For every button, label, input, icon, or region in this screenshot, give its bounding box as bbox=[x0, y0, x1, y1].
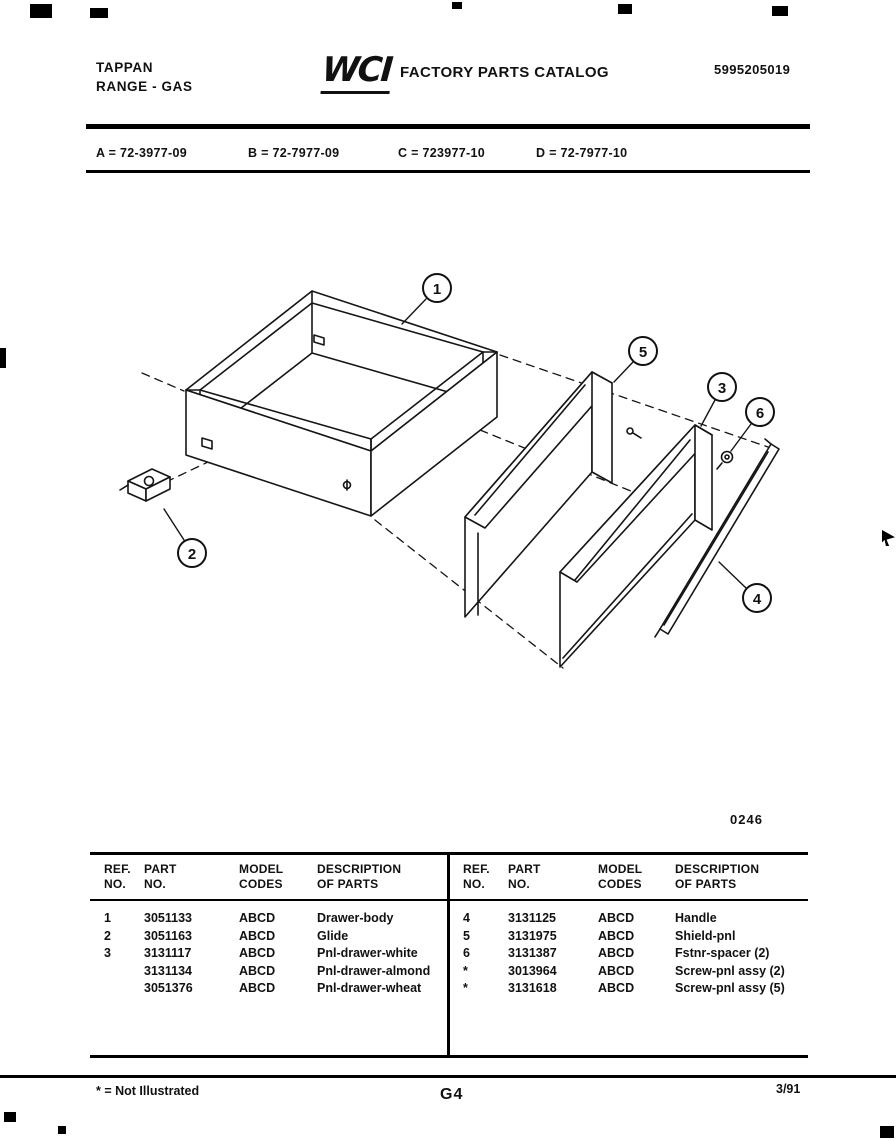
scan-artifact bbox=[58, 1126, 66, 1134]
part-description: Drawer-body bbox=[317, 911, 394, 925]
table-header bbox=[90, 855, 447, 901]
model-codes: ABCD bbox=[598, 911, 635, 925]
part-description: Pnl-drawer-wheat bbox=[317, 981, 422, 995]
table-row bbox=[450, 910, 808, 928]
brand-block bbox=[96, 58, 193, 96]
scan-artifact bbox=[452, 2, 462, 9]
brand-name: TAPPAN bbox=[96, 60, 154, 75]
part-no: 3131134 bbox=[144, 963, 192, 978]
table-row bbox=[90, 980, 447, 998]
part-no: 3131387 bbox=[508, 946, 557, 960]
model-codes: ABCD bbox=[239, 963, 276, 978]
parts-table bbox=[90, 852, 808, 1058]
ref-no: 6 bbox=[463, 946, 470, 960]
drawer-body-part bbox=[186, 291, 497, 516]
header-ref-no: REF. NO. bbox=[463, 862, 490, 891]
part-description: Handle bbox=[675, 911, 717, 925]
part-description: Glide bbox=[317, 928, 349, 943]
ref-no: 4 bbox=[463, 911, 470, 925]
model-code-a: A = 72-3977-09 bbox=[96, 146, 187, 160]
scan-artifact bbox=[4, 1112, 16, 1122]
part-description: Screw-pnl assy (5) bbox=[675, 981, 785, 995]
dashed-axis bbox=[166, 462, 208, 482]
ref-no: * bbox=[463, 963, 468, 978]
model-codes: ABCD bbox=[598, 928, 635, 943]
parts-table-left bbox=[90, 855, 450, 1055]
part-no: 3051163 bbox=[144, 928, 192, 943]
header-model-codes: MODEL CODES bbox=[239, 862, 284, 891]
model-codes: ABCD bbox=[598, 963, 635, 978]
ref-no: 3 bbox=[104, 946, 111, 960]
header-ref-no: REF. NO. bbox=[104, 862, 131, 891]
callout-5: 5 bbox=[628, 336, 658, 366]
table-body bbox=[90, 901, 447, 998]
product-line: RANGE - GAS bbox=[96, 79, 193, 94]
table-row bbox=[90, 963, 447, 981]
header-description: DESCRIPTION OF PARTS bbox=[675, 862, 760, 891]
header-description: DESCRIPTION OF PARTS bbox=[317, 862, 402, 891]
header-part-no: PART NO. bbox=[144, 862, 177, 891]
ref-no bbox=[90, 980, 144, 998]
scan-artifact bbox=[90, 8, 108, 18]
publication-number: 5995205019 bbox=[714, 62, 791, 77]
header-model-codes: MODEL CODES bbox=[598, 862, 643, 891]
model-code-c: C = 723977-10 bbox=[398, 146, 485, 160]
catalog-title: FACTORY PARTS CATALOG bbox=[400, 64, 609, 81]
scan-artifact bbox=[772, 6, 788, 16]
part-no: 3131117 bbox=[144, 946, 192, 960]
header-rule-thin bbox=[86, 170, 810, 173]
table-row bbox=[450, 980, 808, 998]
part-description: Screw-pnl assy (2) bbox=[675, 963, 785, 978]
part-no: 3051133 bbox=[144, 911, 192, 925]
model-codes: ABCD bbox=[239, 928, 276, 943]
parts-table-right bbox=[450, 855, 808, 1055]
part-no: 3131975 bbox=[508, 928, 557, 943]
model-code-d: D = 72-7977-10 bbox=[536, 146, 628, 160]
table-row bbox=[90, 945, 447, 963]
table-row bbox=[90, 910, 447, 928]
table-row bbox=[450, 963, 808, 981]
part-no: 3013964 bbox=[508, 963, 557, 978]
callout-6: 6 bbox=[745, 397, 775, 427]
part-description: Pnl-drawer-almond bbox=[317, 963, 431, 978]
part-no: 3131618 bbox=[508, 981, 557, 995]
ref-no bbox=[90, 963, 144, 981]
part-description: Fstnr-spacer (2) bbox=[675, 946, 770, 960]
ref-no: 2 bbox=[104, 928, 111, 943]
callout-4: 4 bbox=[742, 583, 772, 613]
part-no: 3131125 bbox=[508, 911, 556, 925]
callout-2: 2 bbox=[177, 538, 207, 568]
model-codes: ABCD bbox=[239, 911, 276, 925]
table-header bbox=[450, 855, 808, 901]
table-row bbox=[450, 928, 808, 946]
model-codes: ABCD bbox=[239, 946, 276, 960]
scan-artifact bbox=[618, 4, 632, 14]
callout-3: 3 bbox=[707, 372, 737, 402]
header-part-no: PART NO. bbox=[508, 862, 541, 891]
table-row bbox=[450, 945, 808, 963]
table-body bbox=[450, 901, 808, 998]
model-codes: ABCD bbox=[598, 981, 635, 995]
part-no: 3051376 bbox=[144, 981, 193, 995]
ref-no: * bbox=[463, 981, 468, 995]
scan-artifact bbox=[880, 1126, 894, 1138]
callout-1: 1 bbox=[422, 273, 452, 303]
model-codes: ABCD bbox=[598, 946, 635, 960]
scan-artifact bbox=[30, 4, 52, 18]
table-row bbox=[90, 928, 447, 946]
part-description: Shield-pnl bbox=[675, 928, 736, 943]
wci-logo: WCI bbox=[320, 50, 392, 94]
ref-no: 5 bbox=[463, 928, 470, 943]
model-codes: ABCD bbox=[239, 981, 276, 995]
ref-no: 1 bbox=[104, 911, 111, 925]
figure-number: 0246 bbox=[730, 812, 763, 827]
part-description: Pnl-drawer-white bbox=[317, 946, 418, 960]
not-illustrated-note: * = Not Illustrated bbox=[96, 1084, 200, 1098]
revision-date: 3/91 bbox=[776, 1082, 801, 1096]
dashed-axis bbox=[142, 373, 184, 391]
model-code-b: B = 72-7977-09 bbox=[248, 146, 340, 160]
page-number: G4 bbox=[440, 1086, 464, 1103]
header-rule-thick bbox=[86, 124, 810, 129]
glide-part bbox=[120, 469, 170, 501]
fastener-spacer-part bbox=[717, 452, 733, 470]
footer-rule bbox=[0, 1075, 896, 1078]
